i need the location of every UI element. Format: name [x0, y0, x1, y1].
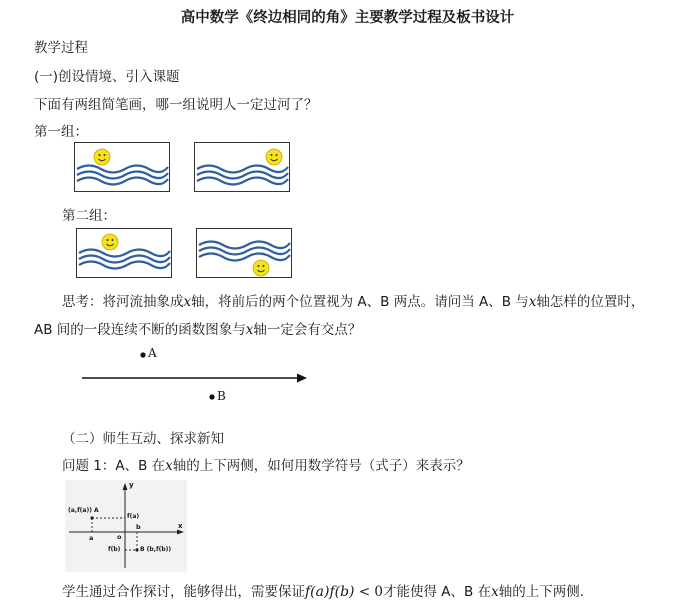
conclusion-text-b: 才能使得 A、B 在 [383, 584, 492, 600]
graph-axes [65, 480, 187, 572]
graph-b-label: b [136, 523, 141, 531]
problem-one-text-b: 轴的上下两侧，如何用数学符号（式子）来表示？ [172, 458, 470, 474]
graph-x-label: x [178, 522, 183, 530]
x-variable: x [491, 584, 499, 600]
graph-a-label: a [89, 534, 94, 542]
conclusion-line [62, 580, 584, 600]
section-heading: 教学过程 [34, 40, 88, 56]
graph-origin-label: o [117, 533, 122, 541]
problem-one-text-a: 问题 1：A、B 在 [62, 458, 166, 474]
group-two-label: 第二组： [62, 208, 116, 224]
conclusion-text-c: 轴的上下两侧. [498, 584, 585, 600]
point-b-label: B [217, 389, 226, 403]
x-variable: x [528, 294, 537, 310]
x-variable: x [183, 294, 192, 310]
graph-fb-label: f(b) [108, 546, 121, 553]
graph-point-b-label: B (b,f(b)) [140, 546, 172, 553]
point-a-dot [140, 352, 145, 357]
point-b-dot [209, 394, 214, 399]
think-line2-text-b: 轴一定会有交点？ [253, 322, 362, 338]
point-a-label: A [148, 346, 157, 360]
x-variable: x [245, 322, 254, 338]
problem-one [62, 454, 470, 474]
think-line2-text-a: AB 间的一段连续不断的函数图象与 [34, 322, 246, 338]
think-text-b: 轴，将前后的两个位置视为 A、B 两点。请问当 A、B 与 [191, 294, 529, 310]
graph-point-a-label: (a,f(a)) A [68, 507, 99, 514]
coordinate-graph [65, 480, 187, 572]
arrow-head-icon [297, 374, 307, 383]
conclusion-inequality: < 0 [354, 584, 384, 600]
document-title: 高中数学《终边相同的角》主要教学过程及板书设计 [180, 10, 515, 26]
think-text-a: 思考：将河流抽象成 [62, 294, 184, 310]
part-one-heading: (一)创设情境、引入课题 [34, 69, 180, 85]
part-two-heading: （二）师生互动、探求新知 [62, 431, 224, 447]
graph-y-label: y [129, 481, 134, 489]
question-intro: 下面有两组简笔画，哪一组说明人一定过河了？ [34, 97, 318, 113]
think-text-c: 轴怎样的位置时， [536, 294, 645, 310]
conclusion-text-a: 学生通过合作探讨，能够得出，需要保证 [62, 584, 305, 600]
x-variable: x [165, 458, 173, 474]
group-one-label: 第一组： [34, 124, 88, 140]
graph-fa-label: f(a) [127, 513, 140, 520]
conclusion-formula: f(a)f(b) [305, 584, 355, 600]
